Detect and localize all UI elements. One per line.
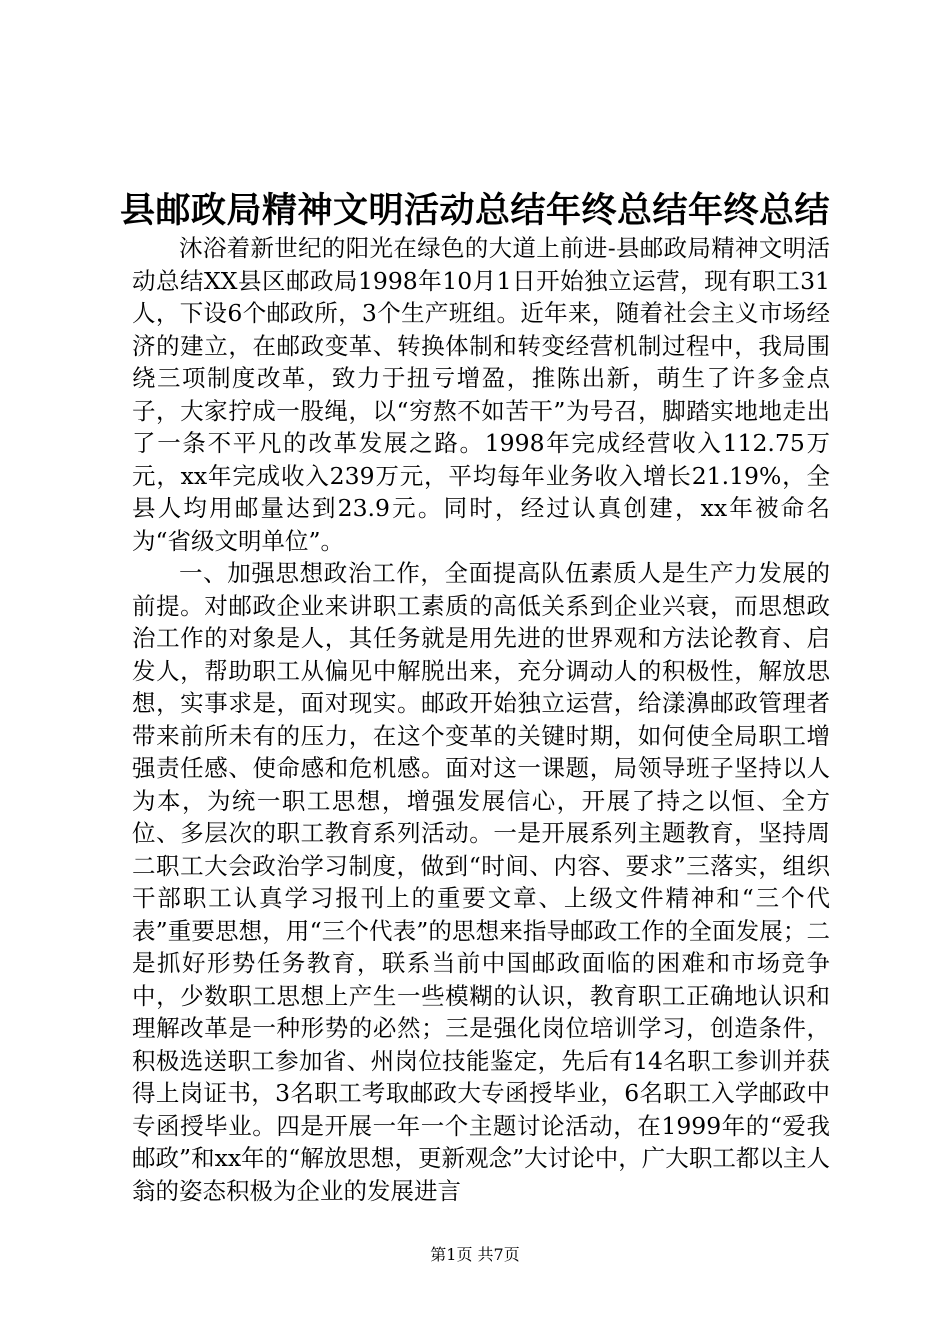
- paragraph-intro: 沐浴着新世纪的阳光在绿色的大道上前进-县邮政局精神文明活动总结XX县区邮政局1998年10月1日开始独立运营，现有职工31人，下设6个邮政所，3个生产班组。近年来，随着社会主义市场经济的建立，在邮政变革、转换体制和转变经营机制过程中，我局围绕三项制度改革，致力于扭亏增盈，推陈出新，萌生了许多金点子，大家拧成一股绳，以“穷熬不如苦干”为号召，脚踏实地地走出了一条不平凡的改革发展之路。1998年完成经营收入112.75万元，xx年完成收入239万元，平均每年业务收入增长21.19%，全县人均用邮量达到23.9元。同时，经过认真创建，xx年被命名为“省级文明单位”。: [132, 234, 830, 555]
- document-body: [132, 232, 830, 1207]
- document-title: 县邮政局精神文明活动总结年终总结年终总结: [119, 191, 830, 231]
- page-footer: 第1页 共7页: [430, 1245, 520, 1264]
- paragraph-section-one: 一、加强思想政治工作，全面提高队伍素质人是生产力发展的前提。对邮政企业来讲职工素质的高低关系到企业兴衰，而思想政治工作的对象是人，其任务就是用先进的世界观和方法论教育、启发人，帮助职工从偏见中解脱出来，充分调动人的积极性，解放思想，实事求是，面对现实。邮政开始独立运营，给漾濞邮政管理者带来前所未有的压力，在这个变革的关键时期，如何使全局职工增强责任感、使命感和危机感。面对这一课题，局领导班子坚持以人为本，为统一职工思想，增强发展信心，开展了持之以恒、全方位、多层次的职工教育系列活动。一是开展系列主题教育，坚持周二职工大会政治学习制度，做到“时间、内容、要求”三落实，组织干部职工认真学习报刊上的重要文章、上级文件精神和“三个代表”重要思想，用“三个代表”的思想来指导邮政工作的全面发展；二是抓好形势任务教育，联系当前中国邮政面临的困难和市场竞争中，少数职工思想上产生一些模糊的认识，教育职工正确地认识和理解改革是一种形势的必然；三是强化岗位培训学习，创造条件，积极选送职工参加省、州岗位技能鉴定，先后有14名职工参训并获得上岗证书，3名职工考取邮政大专函授毕业，6名职工入学邮政中专函授毕业。四是开展一年一个主题讨论活动，在1999年的“爱我邮政”和xx年的“解放思想，更新观念”大讨论中，广大职工都以主人翁的姿态积极为企业的发展进言: [132, 559, 830, 1205]
